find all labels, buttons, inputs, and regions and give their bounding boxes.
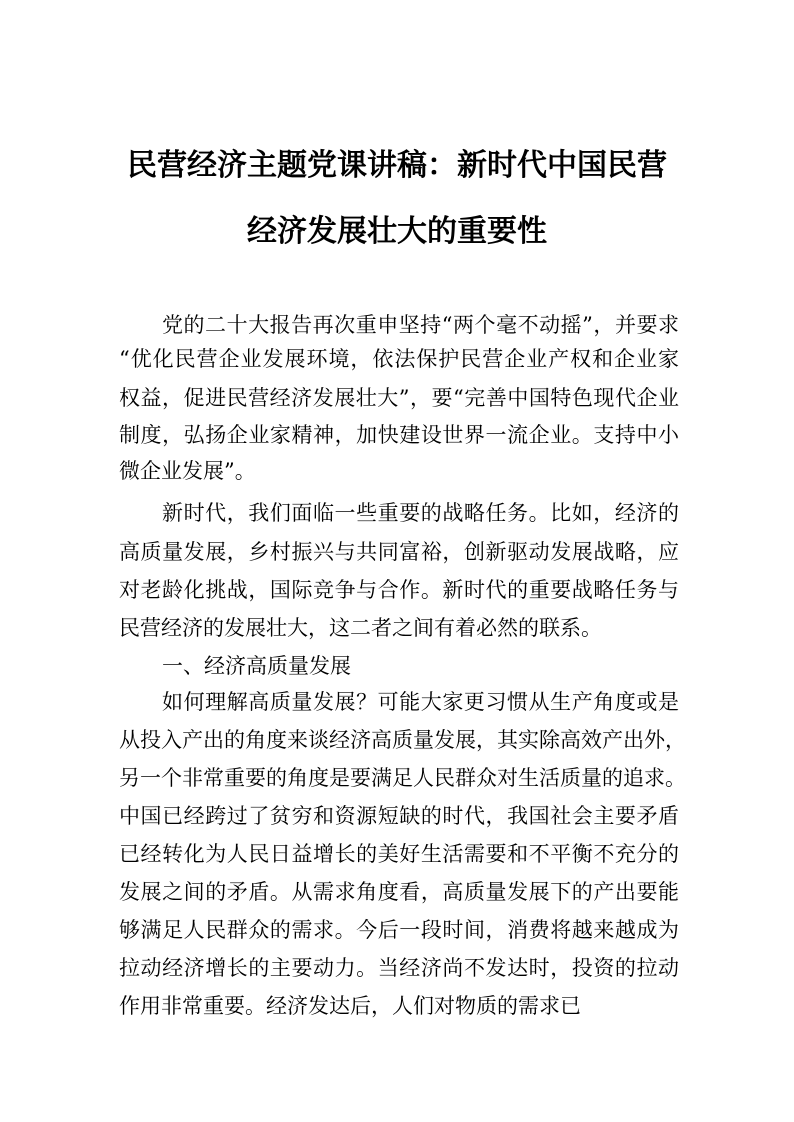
body-line-17: 够满足人民群众的需求。今后一段时间，消费将越来越成为 (119, 918, 679, 942)
body-line-13: 另一个非常重要的角度是要满足人民群众对生活质量的追求。 (119, 766, 686, 790)
body-line-18: 拉动经济增长的主要动力。当经济尚不发达时，投资的拉动 (119, 956, 679, 980)
body-line-19: 作用非常重要。经济发达后，人们对物质的需求已 (119, 994, 581, 1018)
document-title-line-1: 民营经济主题党课讲稿：新时代中国民营 (127, 148, 667, 183)
body-line-3: 权益，促进民营经济发展壮大”，要“完善中国特色现代企业 (119, 386, 679, 410)
body-line-12: 从投入产出的角度来谈经济高质量发展，其实除高效产出外， (119, 728, 686, 752)
body-line-6: 新时代，我们面临一些重要的战略任务。比如，经济的 (162, 501, 679, 525)
body-line-4: 制度，弘扬企业家精神，加快建设世界一流企业。支持中小 (119, 423, 679, 447)
body-line-5: 微企业发展”。 (119, 459, 256, 483)
body-line-1: 党的二十大报告再次重申坚持“两个毫不动摇”，并要求 (162, 313, 679, 337)
document-title-line-2: 经济发展壮大的重要性 (247, 214, 547, 249)
body-line-9: 民营经济的发展壮大，这二者之间有着必然的联系。 (119, 616, 602, 640)
body-line-15: 已经转化为人民日益增长的美好生活需要和不平衡不充分的 (119, 842, 679, 866)
body-line-2: “优化民营企业发展环境，依法保护民营企业产权和企业家 (119, 347, 679, 371)
body-line-8: 对老龄化挑战，国际竞争与合作。新时代的重要战略任务与 (119, 578, 679, 602)
body-line-7: 高质量发展，乡村振兴与共同富裕，创新驱动发展战略，应 (119, 540, 679, 564)
section-heading-1: 一、经济高质量发展 (162, 654, 351, 678)
body-line-16: 发展之间的矛盾。从需求角度看，高质量发展下的产出要能 (119, 880, 679, 904)
body-line-11: 如何理解高质量发展？可能大家更习惯从生产角度或是 (162, 690, 679, 714)
body-line-14: 中国已经跨过了贫穷和资源短缺的时代，我国社会主要矛盾 (119, 804, 679, 828)
